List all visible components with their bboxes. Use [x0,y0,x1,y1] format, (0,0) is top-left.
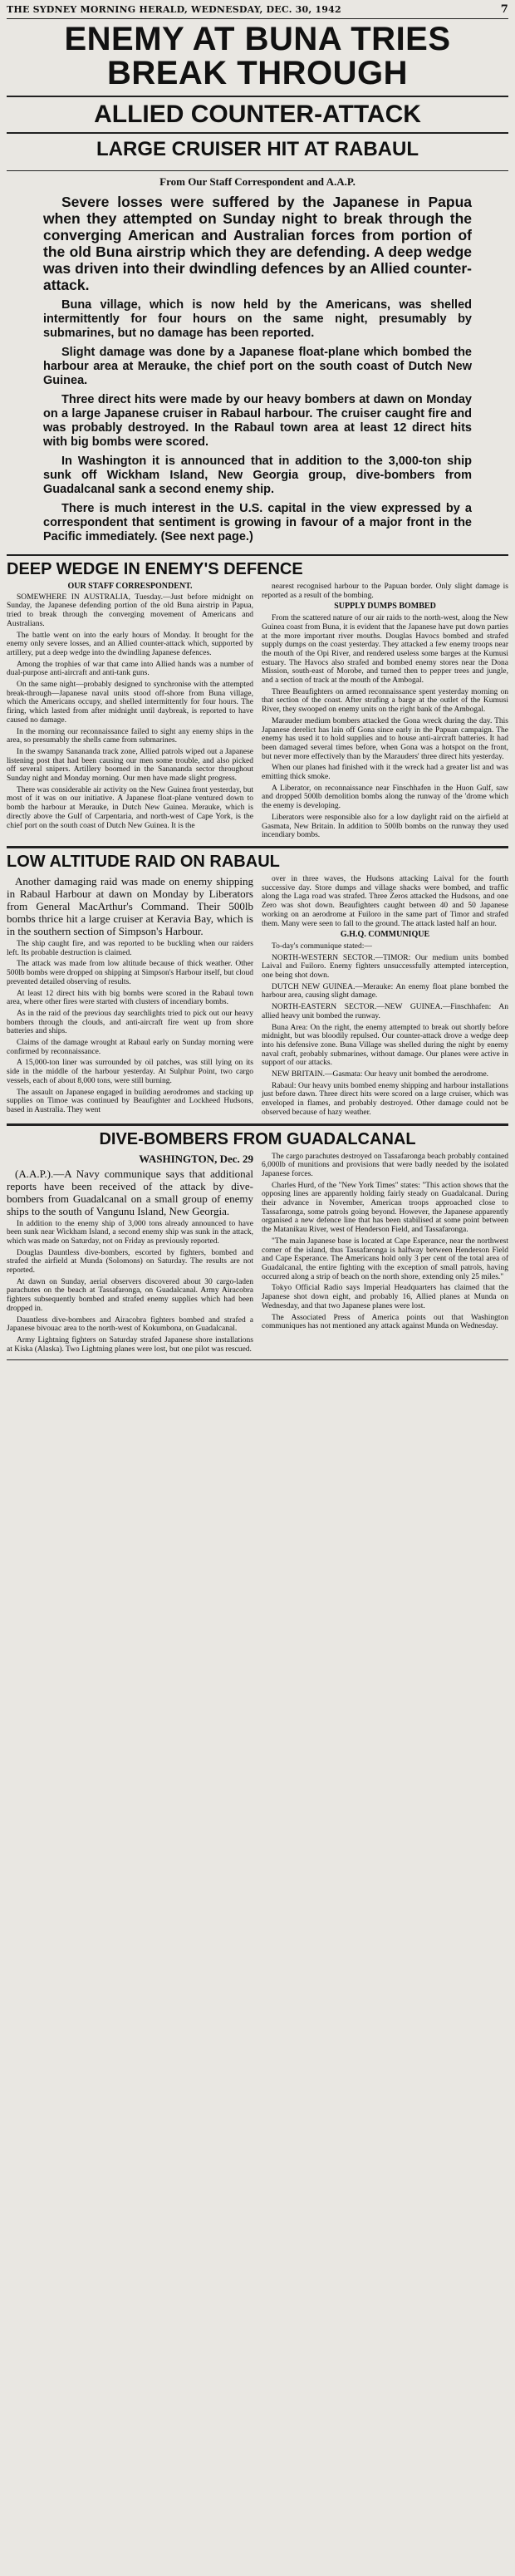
column-right [262,1153,508,1357]
section-title-guadalcanal: DIVE-BOMBERS FROM GUADALCANAL [7,1124,508,1153]
article-paragraph: A Liberator, on reconnaissance near Finschhafen in the Huon Gulf, saw and dropped 500lb demolition bombs along the runway of the 'drome which the enemy is developing. [262,784,508,811]
article-paragraph: At least 12 direct hits with big bombs were scored in the Rabaul town area, where other fires were started with clusters of incendiary bombs. [7,989,253,1007]
column-right [262,875,508,1120]
dateline: WASHINGTON, Dec. 29 [139,1152,253,1165]
article-paragraph: In the swampy Sanananda track zone, Allied patrols wiped out a Japanese listening post that had been causing our men some trouble, and also picked off several snipers. Artillery boomed in the Sanananda sector throughout Sunday night and Monday morning. Our men have made slight progress. [7,747,253,784]
article-paragraph: Dauntless dive-bombers and Airacobra fighters bombed and strafed a Japanese bivouac area to the north-west of Kokumbona, on Guadalcanal. [7,1315,253,1334]
article-paragraph: There was considerable air activity on the New Guinea front yesterday, but most of it was on our initiative. A Japanese float-plane ventured down to bomb the harbour at Merauke, in Dutch New Guinea. Merauke, which is directly above the Gulf of Carpentaria, and north-west of Cape York, is the chief port on the south coast of Dutch New Guinea. It is the [7,785,253,830]
section-title-deep-wedge: DEEP WEDGE IN ENEMY'S DEFENCE [7,554,508,583]
lead-paragraph: Buna village, which is now held by the Americans, was shelled intermittently for four hours on the same night, presumably by submarines, but no damage has been reported. [43,298,472,340]
lead-paragraph: Severe losses were suffered by the Japanese in Papua when they attempted on Sunday night to break through the converging American and Australian forces from portion of the old Buna airstrip which they are defending. A deep wedge was driven into their dwindling defences by an Allied counter-attack. [43,194,472,293]
article-paragraph: As in the raid of the previous day searchlights tried to pick out our heavy bombers through the clouds, and anti-aircraft fire went up from shore batteries and ships. [7,1009,253,1036]
article-paragraph: Douglas Dauntless dive-bombers, escorted by fighters, bombed and strafed the airfield at Munda (Solomons) on Saturday. The results are not reported. [7,1248,253,1276]
article-paragraph: When our planes had finished with it the wreck had a greater list and was emitting thick smoke. [262,764,508,782]
article-paragraph: In addition to the enemy ship of 3,000 tons already announced to have been sunk near Wickham Island, a second enemy ship was sunk in the attack, which was made on Saturday, not on Friday as previously reported. [7,1219,253,1246]
article-paragraph: Rabaul: Our heavy units bombed enemy shipping and harbour installations just before dawn. Three direct hits were scored on a large cruiser, which was enveloped in flames, and probably destroyed. Other damage could not be observed because of hazy weather. [262,1081,508,1117]
article-paragraph: Liberators were responsible also for a low daylight raid on the airfield at Gasmata, New Britain. In addition to 500lb bombs on the runway they used incendiary bombs. [262,813,508,840]
article-paragraph: over in three waves, the Hudsons attacking Laival for the fourth successive day. Store dumps and village shacks were bombed, and traffic along the Laga road was strafed. Three Zeros attacked the Hudsons, and one Zero was shot down. Beaufighters caught between 40 and 50 Japanese working on an aerodrome at Fuiloro in the same part of Timor and strafed them. Many were seen to fall to the ground. The attack lasted half an hour. [262,874,508,928]
article-paragraph: A 15,000-ton liner was surrounded by oil patches, was still lying on its side in the middle of the harbour yesterday. At Sulphur Point, two cargo vessels, each of about 8,000 tons, were still burning. [7,1059,253,1085]
article-paragraph: The assault on Japanese engaged in building aerodromes and stacking up supplies on Timoe was continued by Beaufighter and Lockheed Hudsons, based in Australia. They went [7,1088,253,1114]
article-paragraph: Three Beaufighters on armed reconnaissance spent yesterday morning on that section of the coast. After strafing a barge at the outlet of the Kumusi River, they swooped on enemy units on the right bank of the Ambogal. [262,687,508,715]
subhead-counter-attack: ALLIED COUNTER-ATTACK [7,96,508,132]
article-paragraph: SOMEWHERE IN AUSTRALIA, Tuesday.—Just before midnight on Sunday, the Japanese defending portion of the old Buna airstrip in Papua, tried to break through the converging movement of Americans and Australians. [7,592,253,628]
article-paragraph: From the scattered nature of our air raids to the north-west, along the New Guinea coast from Buna, it is evident that the Japanese have put down parties at the more important river mouths. Douglas Havocs bombed and strafed supply dumps on the coast yesterday. They attacked a few enemy troops near the mouth of the Opi River, and rendered useless some barges at the Kumusi estuary. The Havocs also strafed and bombed enemy stores near the Dona Mission, south-east of Morobe, and turned then to pepper trees and jungle, and a section of track at the mouth of the Ambogal. [262,614,508,686]
staff-credit: OUR STAFF CORRESPONDENT. [67,582,193,591]
article-lead: (A.A.P.).—A Navy communique says that additional reports have been received of the attack by dive-bombers from Guadalcanal on a small group of enemy ships to the south of Vangunu Island, New Georgia. [7,1167,253,1217]
article-paragraph: Charles Hurd, of the "New York Times" states: "This action shows that the opposing lines are apparently holding fairly steady on Guadalcanal. During their advance in November, American troops approached close to Tassafaronga, some patrols going beyond. However, the Japanese apparently organised a new defence line that has been stabilised at some point between the Matanikau River, west of Henderson Field, and Tassafaronga. [262,1181,508,1235]
article-paragraph: NEW BRITAIN.—Gasmata: Our heavy unit bombed the aerodrome. [272,1070,489,1079]
subheading-ghq-communique: G.H.Q. COMMUNIQUE [340,930,430,940]
section-body-rabaul [7,875,508,1124]
newspaper-page [7,0,508,1360]
article-paragraph: The battle went on into the early hours of Monday. It brought for the enemy only severe losses, and an Allied counter-attack which, supported by artillery, put a deep wedge into the dwindling Japanese defences. [7,631,253,657]
article-paragraph: Buna Area: On the right, the enemy attempted to break out shortly before midnight, but was bloodily repulsed. Our counter-attack drove a wedge deep into his defensive zone. Buna Village was shelled during the night by enemy naval craft, probably submarines, without damage. Our planes were active in support of our attacks. [262,1023,508,1068]
section-body-guadalcanal [7,1153,508,1361]
lead-paragraph: Slight damage was done by a Japanese float-plane which bombed the harbour area at Merauke, the chief port on the south coast of Dutch New Guinea. [43,346,472,387]
article-paragraph: DUTCH NEW GUINEA.—Merauke: An enemy float plane bombed the harbour area, causing slight damage. [262,982,508,1000]
article-paragraph: nearest recognised harbour to the Papuan border. Only slight damage is reported as a result of the bombing. [262,583,508,600]
article-paragraph: Tokyo Official Radio says Imperial Headquarters has claimed that the Japanese shot down eight, and probably 16, Allied planes at Munda on Wednesday, and that two Japanese planes were lost. [262,1284,508,1310]
lead-paragraph: There is much interest in the U.S. capital in the view expressed by a correspondent that sentiment is growing in favour of a major front in the Pacific immediately. (See next page.) [43,502,472,543]
article-paragraph: NORTH-EASTERN SECTOR.—NEW GUINEA.—Finschhafen: An allied heavy unit bombed the runway. [262,1003,508,1020]
article-paragraph: The ship caught fire, and was reported to be buckling when our raiders left. Its probable destruction is claimed. [7,939,253,957]
main-headline: ENEMY AT BUNA TRIES BREAK THROUGH [64,21,451,91]
article-paragraph: Among the trophies of war that came into Allied hands was a number of dual-purpose anti-aircraft and anti-tank guns. [7,660,253,678]
article-paragraph: Marauder medium bombers attacked the Gona wreck during the day. This Japanese derelict has lain off Gona since early in the Papuan campaign. The enemy has used it to hold supplies and to house anti-aircraft batteries. It had been damaged several times before, when Gona was a hotspot on the front, but never more effectively than by the Marauders' three direct hits yesterday. [262,716,508,761]
article-lead: Another damaging raid was made on enemy shipping in Rabaul Harbour at dawn on Monday by Liberators from General MacArthur's Command. Their 500lb bombs thrice hit a large cruiser at Keravia Bay, which is in the southern section of Simpson's Harbour. [7,874,253,937]
article-paragraph: On the same night—probably designed to synchronise with the attempted break-through—Japanese naval units stood off-shore from Buna village, which the Americans occupy, and shelled intermittently for four hours. The firing, which lasted from after midnight until daybreak, is reported to have caused no damage. [7,681,253,725]
section-body-deep-wedge [7,583,508,847]
masthead [7,0,508,19]
lead-paragraph: Three direct hits were made by our heavy bombers at dawn on Monday on a large Japanese cruiser in Rabaul harbour. The cruiser caught fire and was probably destroyed. In the Rabaul town area at least 12 direct hits with big bombs were scored. [43,393,472,449]
masthead-title: THE SYDNEY MORNING HERALD, WEDNESDAY, DEC. 30, 1942 [7,4,341,15]
article-paragraph: NORTH-WESTERN SECTOR.—TIMOR: Our medium units bombed Laival and Fuiloro. Enemy fighters unsuccessfully attempted interception, one being shot down. [262,953,508,981]
article-paragraph: The cargo parachutes destroyed on Tassafaronga beach probably contained 6,000lb of munitions and provisions that were badly needed by the isolated Japanese forces. [262,1152,508,1178]
article-paragraph: The attack was made from low altitude because of thick weather. Other 500lb bombs were dropped on shipping at Simpson's Harbour itself, but cloud prevented detailed observing of results. [7,960,253,986]
article-paragraph: "The main Japanese base is located at Cape Esperance, near the northwest corner of the island, thus Tassafaronga is halfway between Henderson Field and Cape Esperance. The Americans hold only 3 per cent of the total area of Guadalcanal, the entire fighting with the exception of small patrols, having occurred along a strip of beach on the north shore, extending only 25 miles." [262,1236,508,1281]
subheading-supply-dumps: SUPPLY DUMPS BOMBED [334,602,436,612]
section-title-rabaul: LOW ALTITUDE RAID ON RABAUL [7,847,508,875]
article-paragraph: Claims of the damage wrought at Rabaul early on Sunday morning were confirmed by reconnaissance. [7,1039,253,1056]
subhead-cruiser: LARGE CRUISER HIT AT RABAUL [7,132,508,167]
column-right [262,583,508,843]
article-paragraph: To-day's communique stated:— [272,941,372,951]
column-left [7,583,253,843]
article-paragraph: The Associated Press of America points out that Washington communiques has not mentioned any attack against Munda on Wednesday. [262,1313,508,1331]
article-paragraph: In the morning our reconnaissance failed to sight any enemy ships in the area, so presumably the shells came from submarines. [7,727,253,745]
lead-paragraph: In Washington it is announced that in addition to the 3,000-ton ship sunk off Wickham Island, New Georgia group, dive-bombers from Guadalcanal sank a second enemy ship. [43,455,472,496]
article-paragraph: Army Lightning fighters on Saturday strafed Japanese shore installations at Kiska (Alaska). Two Lightning planes were lost, but one pilot was rescued. [7,1336,253,1354]
column-left [7,1153,253,1357]
page-number: 7 [500,3,508,16]
article-paragraph: At dawn on Sunday, aerial observers discovered about 30 cargo-laden parachutes on the beach at Tassafaronga, on Guadalcanal. Army Airacobra fighters subsequently bombed and strafed enemy supplies which had been dropped in. [7,1277,253,1313]
column-left [7,875,253,1120]
lead-summary [7,194,508,554]
byline: From Our Staff Correspondent and A.A.P. [7,170,508,189]
